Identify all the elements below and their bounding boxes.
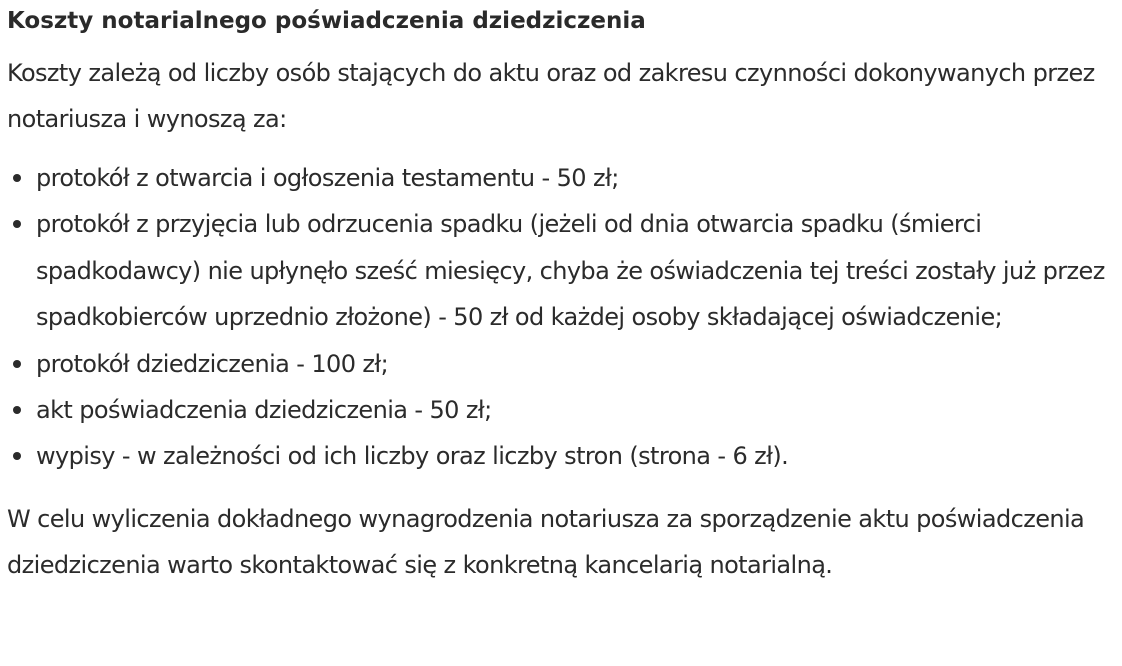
intro-paragraph: Koszty zależą od liczby osób stających do aktu oraz od zakresu czynności dokonywanych przez notariusza i wynoszą za: <box>7 59 1095 133</box>
bullet-icon <box>13 220 21 228</box>
list-item-text: akt poświadczenia dziedziczenia - 50 zł; <box>36 396 492 425</box>
list-item-text: wypisy - w zależności od ich liczby oraz liczby stron (strona - 6 zł). <box>36 442 789 471</box>
bullet-icon <box>13 174 21 182</box>
bullet-icon <box>13 360 21 368</box>
list-item <box>7 341 1114 387</box>
section-heading: Koszty notarialnego poświadczenia dziedziczenia <box>7 8 646 34</box>
list-item-text: protokół z otwarcia i ogłoszenia testamentu - 50 zł; <box>36 164 619 192</box>
list-item-text: protokół z przyjęcia lub odrzucenia spadku (jeżeli od dnia otwarcia spadku (śmierci spadkodawcy) nie upłynęło sześć miesięcy, chyba że oświadczenia tej treści zostały już przez spadkobierców uprzednio złożone) - 50 zł od każdej osoby składającej oświadczenie; <box>36 210 1105 332</box>
cost-list <box>7 155 1114 480</box>
bullet-icon <box>13 452 21 460</box>
outro-paragraph: W celu wyliczenia dokładnego wynagrodzenia notariusza za sporządzenie aktu poświadczenia dziedziczenia warto skontaktować się z konkretną kancelarią notarialną. <box>7 504 1085 579</box>
list-item <box>7 387 1114 433</box>
list-item <box>7 201 1114 340</box>
list-item <box>7 155 1114 201</box>
bullet-icon <box>13 406 21 414</box>
list-item <box>7 433 1114 479</box>
list-item-text: protokół dziedziczenia - 100 zł; <box>36 349 389 378</box>
